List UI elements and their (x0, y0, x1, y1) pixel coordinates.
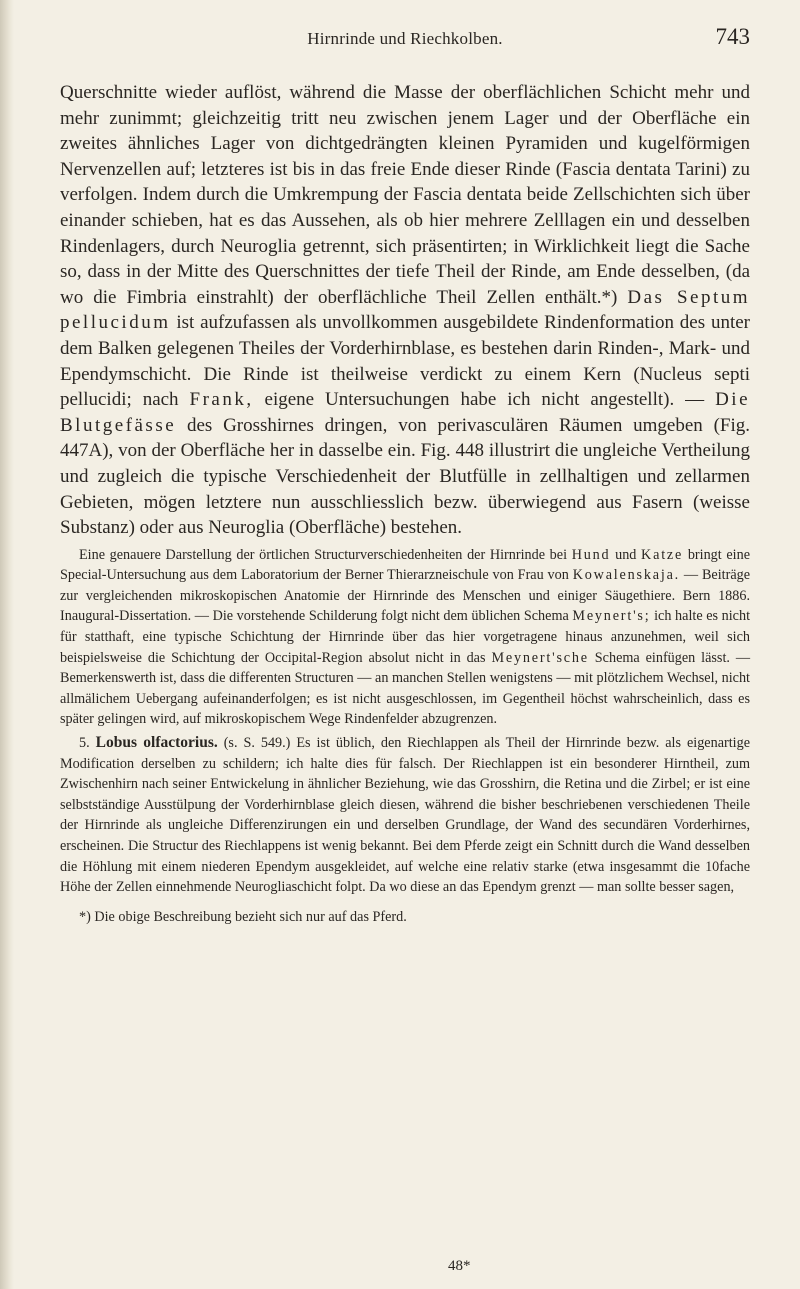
signature-mark: 48* (448, 1258, 471, 1274)
septum-heading: Das Septum pellucidum (60, 286, 751, 334)
main-text (60, 80, 750, 541)
paragraph-2c: des Grosshirnes dringen, von perivasculären Räumen umgeben (Fig. 447A), von der Oberfläche her in dasselbe ein. Fig. 448 illustrirt die ungleiche Vertheilung und zugleich die typische Verschiedenheit der Blutfülle in zellhaltigen und zellarmen Gebieten, mögen letztere nun ausschliesslich bezw. überwiegend aus Fasern (weisse Substanz) oder aus Neuroglia (Oberfläche) bestehen. (60, 414, 751, 539)
section-body: (s. S. 549.) Es ist üblich, den Riechlappen als Theil der Hirnrinde bezw. als eigenartige Modification derselben zu schildern; ich halte dies für falsch. Der Riechlappen ist ein besonderer Hirntheil, zum Zwischenhirn nach seiner Entwickelung in ähnlicher Beziehung, wie das Grosshirn, die Retina und die Zirbel; er ist eine selbstständige Ausstülpung der Vorderhirnblase gleich diesen, während die bisher beschriebenen verschiedenen Theile der Hirnrinde als ungleiche Differenzirungen ein und derselben Grundlage, der Wand des secundären Vorderhirnes, erscheinen. Die Structur des Riechlappens ist wenig bekannt. Bei dem Pferde zeigt ein Schnitt durch die Wand desselben die Höhlung mit einem niederen Ependym ausgekleidet, auf welche eine relativ starke (etwa insgesammt die 10fache Höhe der Zellen einnehmende Neurogliaschicht folpt. Da wo diese an das Ependym grenzt — man sollte besser sagen, (60, 735, 750, 896)
author-kowalenskaja: Kowalenskaja. (572, 567, 681, 584)
footnote: *) Die obige Beschreibung bezieht sich nur auf das Pferd. (79, 908, 407, 925)
paragraph-2a: ist aufzufassen als unvollkommen ausgebildete Rindenformation des unter dem Balken gelegenen Theiles der Vorderhirnblase, es bestehen darin Rinden-, Mark- und Ependymschicht. Die Rinde ist theilweise verdickt zu einem Kern (Nucleus septi pellucidi; nach (60, 312, 751, 411)
paragraph-1: Querschnitte wieder auflöst, während die Masse der oberflächlichen Schicht mehr und mehr zunimmt; gleichzeitig tritt neu zwischen jenem Lager und der Oberfläche ein zweites ähnliches Lager von dichtgedrängten kleinen Pyramiden und kugelförmigen Nervenzellen auf; letzteres ist bis in das freie Ende dieser Rinde (Fascia dentata Tarini) zu verfolgen. Indem durch die Umkrempung der Fascia dentata beide Zellschichten sich über einander schieben, hat es das Aussehen, als ob hier mehrere Zelllagen ein und desselben Rindenlagers, durch Neuroglia getrennt, sich präsentirten; in Wirklichkeit liegt die Sache so, dass in der Mitte des Querschnittes der tiefe Theil der Rinde, am Ende desselben, (da wo die Fimbria einstrahlt) der oberflächliche Theil Zellen enthält.*) (60, 82, 750, 308)
running-head: Hirnrinde und Riechkolben. (307, 29, 503, 48)
author-meynert-schema: Meynert'sche (491, 649, 589, 666)
section-number: 5. (79, 735, 90, 752)
note-paragraph: Eine genauere Darstellung der örtlichen Structurverschiedenheiten der Hirnrinde bei Hund und Katze bringt eine Special-Untersuchung aus dem Laboratorium der Berner Thierarzneischule von Frau von Kowalenskaja. — Beiträge zur vergleichenden mikroskopischen Anatomie der Hirnrinde des Menschen und einiger Säugethiere. Bern 1886. Inaugural-Dissertation. — Die vorstehende Schilderung folgt nicht dem üblichen Schema Meynert's; ich halte es nicht für statthaft, eine typische Schichtung der Hirnrinde über das hier vorgetragene hinaus anzunehmen, weil sich beispielsweise die Schichtung der Occipital-Region absolut nicht in das Meynert'sche Schema einfügen lässt. — Bemerkenswerth ist, dass die differenten Structuren — an manchen Stellen wenigstens — mit plötzlichem Wechsel, nicht allmälichem Uebergang aufeinanderfolgen; es ist nicht ausgeschlossen, im Gegentheil höchst wahrscheinlich, dass es später gelingen wird, auf mikroskopischem Wege Rindenfelder abzugrenzen. (60, 546, 751, 728)
animal-katze: Katze (641, 546, 684, 563)
small-print-section (60, 545, 750, 898)
animal-hund: Hund (571, 546, 611, 563)
paragraph-2b: eigene Untersuchungen habe ich nicht angestellt). — (264, 389, 705, 411)
section-title: Lobus olfactorius. (95, 734, 218, 752)
section-lobus-olfactorius (60, 733, 750, 898)
book-page (60, 0, 750, 927)
author-meynert: Meynert's; (572, 608, 651, 625)
book-spine-shadow (0, 0, 14, 1289)
blutgefaesse-heading: Die Blutgefässe (60, 389, 751, 436)
page-number: 743 (715, 24, 750, 49)
author-frank: Frank, (189, 389, 254, 411)
page-header (60, 0, 750, 60)
